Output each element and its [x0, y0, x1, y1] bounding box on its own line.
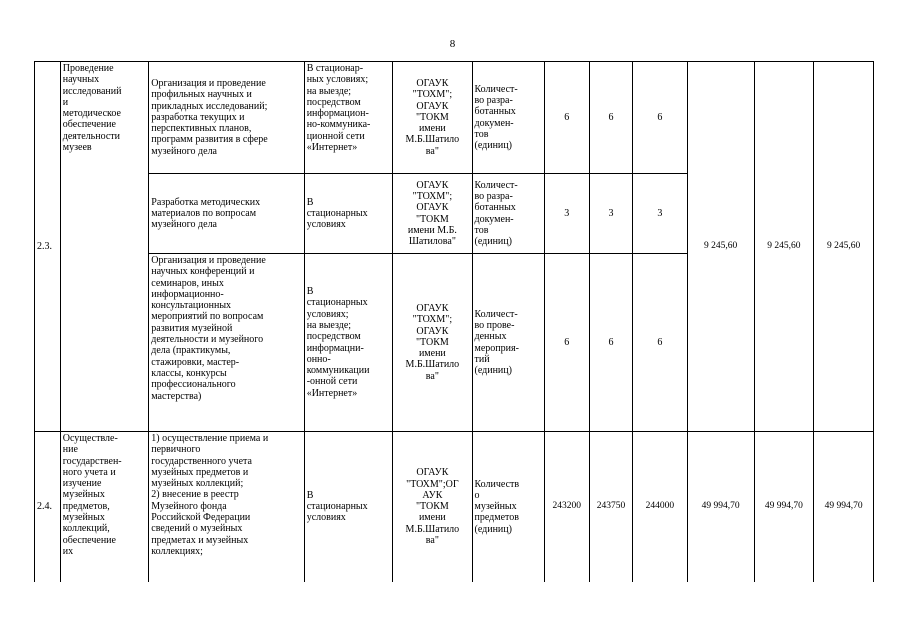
conditions-cell: В стационарных условиях; на выезде; посредством информацни- онно- коммуникации -онной сети «Интернет»	[304, 254, 393, 432]
funding-year-1: 9 245,60	[687, 62, 754, 432]
row-number-cell: 2.3.	[35, 62, 61, 432]
indicator-cell: Количеств о музейных предметов (единиц)	[472, 432, 544, 582]
conditions-cell: В стационарных условиях	[304, 174, 393, 254]
value-year-2: 6	[589, 254, 632, 432]
row-number-cell: 2.4.	[35, 432, 61, 582]
funding-year-2: 9 245,60	[754, 62, 814, 432]
conditions-cell: В стационарных условиях	[304, 432, 393, 582]
indicator-cell: Количест- во разра- ботанных докумен- тов (единиц)	[472, 62, 544, 174]
funding-year-1: 49 994,70	[687, 432, 754, 582]
indicator-cell: Количест- во разра- ботанных докумен- тов (единиц)	[472, 174, 544, 254]
value-year-3: 3	[633, 174, 688, 254]
value-year-2: 243750	[589, 432, 632, 582]
page-number: 8	[449, 38, 456, 50]
indicator-cell: Количест- во прове- денных мероприя- тий (единиц)	[472, 254, 544, 432]
conditions-cell: В стационар- ных условиях; на выезде; посредством информацион- но-коммуника- ционной сети «Интернет»	[304, 62, 393, 174]
value-year-1: 243200	[544, 432, 589, 582]
value-year-1: 3	[544, 174, 589, 254]
content-cell: Организация и проведение профильных научных и прикладных исследований; разработка текущих и перспективных планов, программ развития в сфере музейного дела	[149, 62, 304, 174]
value-year-3: 6	[633, 62, 688, 174]
value-year-2: 3	[589, 174, 632, 254]
funding-year-2: 49 994,70	[754, 432, 814, 582]
value-year-3: 6	[633, 254, 688, 432]
value-year-1: 6	[544, 62, 589, 174]
content-cell: Организация и проведение научных конференций и семинаров, иных информационно- консультационных мероприятий по вопросам развития музейной деятельности и музейного дела (практикумы, стажировки, мастер- классы, конкурсы профессионального мастерства)	[149, 254, 304, 432]
value-year-1: 6	[544, 254, 589, 432]
table-row	[35, 62, 874, 174]
content-cell: 1) осуществление приема и первичного государственного учета музейных предметов и музейных коллекций; 2) внесение в реестр Музейного фонда Российской Федерации сведений о музейных предметах и музейных коллекциях;	[149, 432, 304, 582]
value-year-2: 6	[589, 62, 632, 174]
funding-year-3: 49 994,70	[814, 432, 874, 582]
activity-table	[34, 61, 874, 582]
institution-cell: ОГАУК "ТОХМ";ОГ АУК "ТОКМ имени М.Б.Шатило ва"	[393, 432, 472, 582]
institution-cell: ОГАУК "ТОХМ"; ОГАУК "ТОКМ имени М.Б.Шатило ва"	[393, 254, 472, 432]
institution-cell: ОГАУК "ТОХМ"; ОГАУК "ТОКМ имени М.Б.Шатило ва"	[393, 62, 472, 174]
activity-name-cell: Проведение научных исследований и методическое обеспечение деятельности музеев	[60, 62, 149, 432]
institution-cell: ОГАУК "ТОХМ"; ОГАУК "ТОКМ имени М.Б. Шатилова"	[393, 174, 472, 254]
activity-name-cell: Осуществле- ние государствен- ного учета и изучение музейных предметов, музейных коллекций, обеспечение их	[60, 432, 149, 582]
table-row	[35, 432, 874, 582]
value-year-3: 244000	[633, 432, 688, 582]
content-cell: Разработка методических материалов по вопросам музейного дела	[149, 174, 304, 254]
funding-year-3: 9 245,60	[814, 62, 874, 432]
